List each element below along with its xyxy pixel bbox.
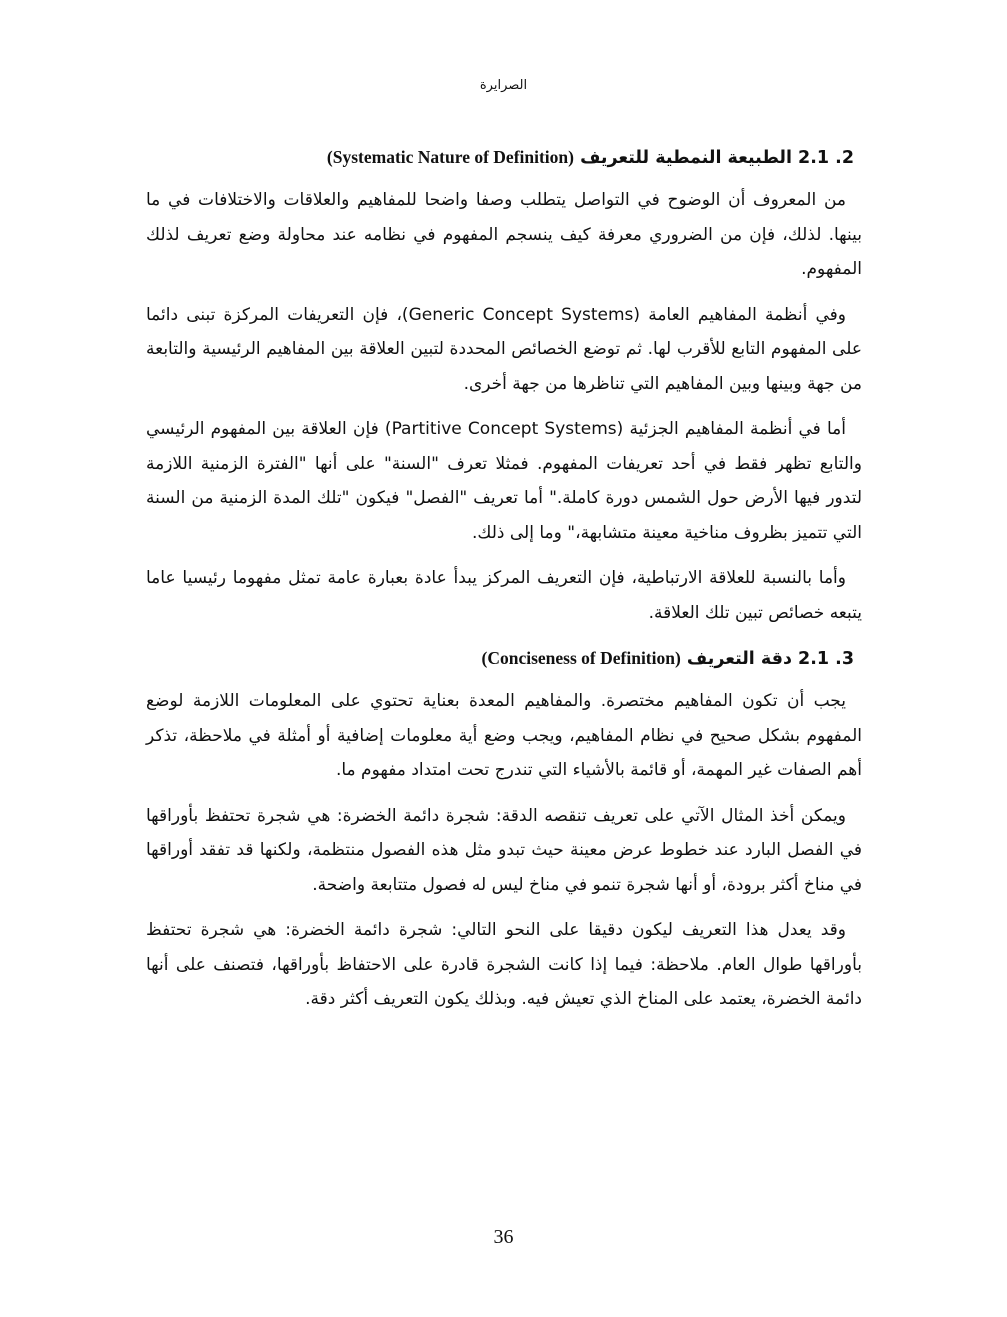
running-header: الصرايرة bbox=[479, 78, 528, 93]
section-title-english: (Systematic Nature of Definition) bbox=[326, 147, 574, 167]
paragraph: وقد يعدل هذا التعريف ليكون دقيقا على النحو التالي: شجرة دائمة الخضرة: هي شجرة تحتفظ بأوراقها طوال العام. ملاحظة: فيما إذا كانت الشجرة قادرة على الاحتفاظ بأوراقها، فتصنف على أنها دائمة الخضرة، يعتمد على المناخ الذي تعيش فيه. وبذلك يكون التعريف أكثر دقة. bbox=[146, 920, 862, 1009]
page-number: 36 bbox=[493, 1226, 514, 1248]
paragraph: يجب أن تكون المفاهيم مختصرة. والمفاهيم المعدة بعناية تحتوي على المعلومات اللازمة لوضع المفهوم بشكل صحيح في نظام المفاهيم، ويجب وضع أية معلومات إضافية أو أمثلة في ملاحظة، تذكر أهم الصفات غير المهمة، أو قائمة بالأشياء التي تندرج تحت امتداد مفهوم ما. bbox=[146, 691, 862, 780]
paragraph: أما في أنظمة المفاهيم الجزئية (Partitive Concept Systems) فإن العلاقة بين المفهوم الرئيسي والتابع تظهر فقط في أحد تعريفات المفهوم. فمثلا تعرف "السنة" على أنها "الفترة الزمنية اللازمة لتدور فيها الأرض حول الشمس دورة كاملة." أما تعريف "الفصل" فيكون "تلك المدة الزمنية من السنة التي تتميز بظروف مناخية معينة متشابهة،" وما إلى ذلك. bbox=[146, 419, 862, 543]
paragraph: وأما بالنسبة للعلاقة الارتباطية، فإن التعريف المركز يبدأ عادة بعبارة عامة تمثل مفهوما رئيسيا عاما يتبعه خصائص تبين تلك العلاقة. bbox=[146, 568, 862, 623]
section-number: 3. 2.1 bbox=[798, 649, 854, 669]
section-heading-conciseness bbox=[146, 641, 862, 676]
page-content bbox=[146, 140, 862, 1028]
section-heading-systematic-nature bbox=[146, 140, 862, 175]
section-title-arabic: الطبيعة النمطية للتعريف bbox=[580, 148, 792, 168]
paragraph: من المعروف أن الوضوح في التواصل يتطلب وصفا واضحا للمفاهيم والعلاقات والاختلافات في ما بينها. لذلك، فإن من الضروري معرفة كيف ينسجم المفهوم في نظامه عند محاولة وضع تعريف لذلك المفهوم. bbox=[146, 190, 862, 279]
paragraph: ويمكن أخذ المثال الآتي على تعريف تنقصه الدقة: شجرة دائمة الخضرة: هي شجرة تحتفظ بأوراقها في الفصل البارد عند خطوط عرض معينة حيث تبدو مثل هذه الفصول منتظمة، ولكنها قد تفقد أوراقها في مناخ أكثر برودة، أو أنها شجرة تنمو في مناخ ليس له فصول متتابعة واضحة. bbox=[146, 805, 862, 895]
section-title-english: (Conciseness of Definition) bbox=[481, 648, 681, 668]
section-number: 2. 2.1 bbox=[798, 148, 854, 168]
paragraph: وفي أنظمة المفاهيم العامة (Generic Concept Systems)، فإن التعريفات المركزة تبنى دائما على المفهوم التابع للأقرب لها. ثم توضع الخصائص المحددة لتبين العلاقة بين المفاهيم الرئيسية والتابعة من جهة وبينها وبين المفاهيم التي تناظرها من جهة أخرى. bbox=[146, 304, 862, 394]
section-title-arabic: دقة التعريف bbox=[686, 649, 792, 669]
